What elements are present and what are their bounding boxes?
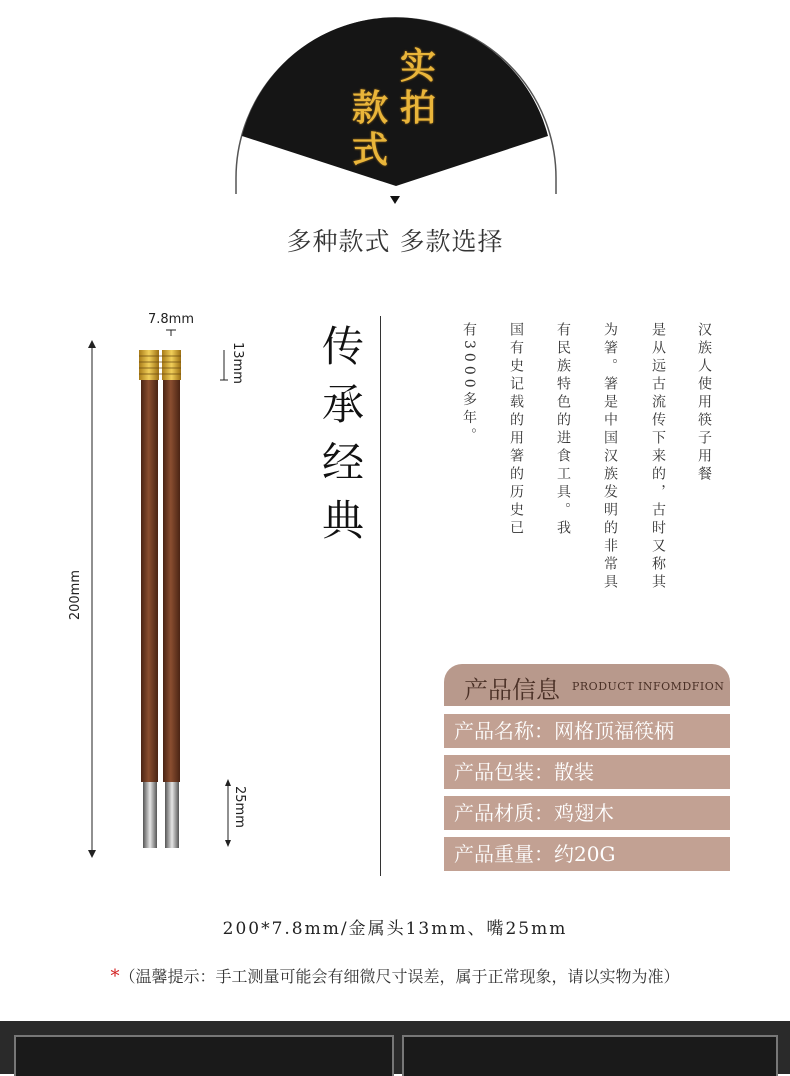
notice-star-icon: * [110,966,120,987]
header-fan-graphic [0,0,790,210]
info-row-material: 产品材质：鸡翅木 [444,796,730,830]
width-label: 7.8mm [148,312,195,327]
subtitle: 多种款式 多款选择 [286,227,504,256]
description-column-1: 汉族人使用筷子用餐 [696,322,712,484]
description-column-5: 国有史记载的用箸的历史已 [508,322,524,538]
product-info-header [444,664,730,706]
down-arrow-icon [390,196,400,204]
photo-panel-left [14,1035,394,1076]
heading-char-2: 承 [321,380,364,429]
info-row-packaging: 产品包装：散装 [444,755,730,789]
description-column-3: 为箸。箸是中国汉族发明的非常具 [602,322,618,592]
heading-char-1: 传 [321,322,364,371]
vertical-divider [380,316,381,876]
product-info-title-en: PRODUCT INFOMDFION [572,680,725,693]
bottom-photo-strip [0,1021,790,1074]
photo-panel-right [402,1035,778,1076]
info-row-name: 产品名称：网格顶福筷柄 [444,714,730,748]
product-info-title: 产品信息 [464,676,560,704]
description-column-4: 有民族特色的进食工具。我 [555,322,571,538]
info-row-weight: 产品重量：约20G [444,837,730,871]
notice [0,964,790,987]
heading-vertical [318,318,368,550]
tip-length-label: 25mm [232,786,247,828]
badge-char-3: 款 [352,87,389,129]
notice-text: （温馨提示：手工测量可能会有细微尺寸误差，属于正常现象，请以实物为准） [119,967,680,986]
badge-char-1: 实 [400,45,437,87]
heading-char-4: 典 [321,496,364,545]
metal-head-label: 13mm [230,342,245,384]
total-length-label: 200mm [68,570,83,621]
spec-line: 200*7.8mm/金属头13mm、嘴25mm [222,919,568,939]
heading-char-3: 经 [321,438,364,487]
badge-char-2: 拍 [400,87,437,129]
description-column-2: 是从远古流传下来的，古时又称其 [650,322,666,592]
description-column-6: 有3000多年。 [461,322,477,446]
badge-char-4: 式 [352,129,389,171]
